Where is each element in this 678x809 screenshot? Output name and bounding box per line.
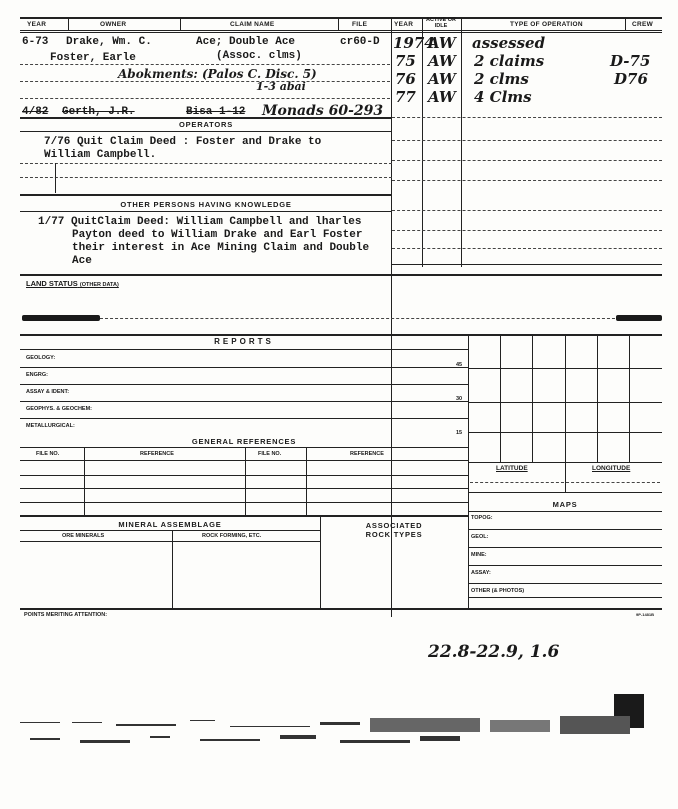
reports-title: REPORTS bbox=[214, 337, 274, 346]
reports-row-line bbox=[20, 418, 468, 419]
operators-title: OPERATORS bbox=[178, 120, 233, 129]
reports-row-line bbox=[20, 401, 468, 402]
ref-col bbox=[245, 447, 246, 515]
references-title: GENERAL REFERENCES bbox=[191, 437, 297, 446]
op-r3-crew: D76 bbox=[614, 70, 648, 88]
op-row-line bbox=[392, 180, 662, 181]
references-header-rule bbox=[20, 460, 468, 461]
owner-row4-year: 4/82 bbox=[22, 106, 49, 118]
ref-row-line bbox=[20, 488, 468, 489]
mineral-title-rule bbox=[20, 530, 320, 531]
maps-assay: ASSAY: bbox=[471, 570, 491, 576]
grid-line bbox=[468, 462, 662, 463]
maps-row-line bbox=[468, 529, 662, 530]
owner-row4-name: Gerth, J.R. bbox=[62, 106, 135, 118]
owner-row3-handwritten: Abokments: (Palos C. Disc. 5) bbox=[118, 67, 317, 81]
op-r4-year: 77 bbox=[395, 88, 416, 106]
op-row-line bbox=[392, 160, 662, 161]
crew-divider bbox=[625, 17, 626, 31]
op-row-line bbox=[392, 117, 662, 118]
mineral-ore-header: ORE MINERALS bbox=[62, 533, 105, 539]
hdr-sep bbox=[338, 17, 339, 31]
ref-file-no-2: FILE NO. bbox=[258, 451, 282, 457]
references-bottom-rule bbox=[20, 515, 468, 517]
land-status-label bbox=[26, 279, 119, 288]
land-status-sub: (OTHER DATA) bbox=[79, 282, 119, 288]
mineral-rock-header: ROCK FORMING, ETC. bbox=[202, 533, 262, 539]
op-r3-active: AW bbox=[428, 70, 456, 88]
ref-col bbox=[84, 447, 85, 515]
operators-title-rule bbox=[20, 131, 392, 132]
maps-topog: TOPOG: bbox=[471, 515, 493, 521]
mineral-col bbox=[172, 530, 173, 608]
scan-noise-band bbox=[20, 716, 670, 750]
others-line-2: Payton deed to William Drake and Earl Foster bbox=[72, 229, 363, 241]
reports-assay: ASSAY & IDENT: bbox=[26, 389, 70, 395]
operators-row-line bbox=[20, 177, 392, 178]
col-crew-header: CREW bbox=[632, 21, 654, 28]
reports-geology: GEOLOGY: bbox=[26, 355, 56, 361]
others-top-rule bbox=[20, 194, 392, 196]
land-status-dashed bbox=[100, 318, 620, 319]
reports-metallurgical: METALLURGICAL: bbox=[26, 423, 75, 429]
assoc-title-2: ROCK TYPES bbox=[365, 530, 423, 539]
ref-row-line bbox=[20, 475, 468, 476]
grid-line bbox=[468, 368, 662, 369]
op-row-line bbox=[392, 140, 662, 141]
header-top-rule bbox=[20, 17, 662, 19]
operators-col bbox=[55, 163, 56, 193]
others-line-4: Ace bbox=[72, 255, 92, 267]
reports-45: 45 bbox=[456, 362, 463, 368]
col-year2-header: YEAR bbox=[394, 21, 414, 28]
op-row-line bbox=[392, 230, 662, 231]
operators-row-line bbox=[20, 163, 392, 164]
footer-rule bbox=[20, 608, 662, 610]
maps-row-line bbox=[468, 565, 662, 566]
maps-title: MAPS bbox=[552, 500, 578, 509]
others-bottom-rule bbox=[20, 274, 662, 276]
reports-row-line bbox=[20, 367, 468, 368]
grid-line bbox=[565, 334, 566, 492]
maps-top-rule bbox=[468, 492, 662, 493]
header-bottom-rule bbox=[20, 30, 662, 31]
maps-row-line bbox=[468, 583, 662, 584]
owner-row4-handwritten: Monads 60-293 bbox=[262, 103, 384, 119]
ref-file-no-1: FILE NO. bbox=[36, 451, 60, 457]
others-title: OTHER PERSONS HAVING KNOWLEDGE bbox=[120, 200, 292, 209]
owner-row-line bbox=[20, 98, 390, 99]
maps-title-rule bbox=[468, 511, 662, 512]
reports-engrg: ENGRG: bbox=[26, 372, 48, 378]
col-year-header: YEAR bbox=[27, 21, 47, 28]
points-meriting-label: POINTS MERITING ATTENTION: bbox=[24, 612, 108, 618]
owner-row-line bbox=[20, 81, 390, 82]
op-r2-active: AW bbox=[428, 52, 456, 70]
owner-row1-year: 6-73 bbox=[22, 36, 49, 48]
grid-line bbox=[532, 334, 533, 462]
others-line-1: 1/77 QuitClaim Deed: William Campbell and lharles bbox=[38, 216, 362, 228]
op-r4-type: 4 Clms bbox=[474, 88, 532, 106]
col-claim-header: CLAIM NAME bbox=[230, 21, 275, 28]
op-r2-year: 75 bbox=[395, 52, 416, 70]
col-owner-header: OWNER bbox=[100, 21, 127, 28]
col-file-header: FILE bbox=[352, 21, 368, 28]
op-r1-active: AW bbox=[428, 34, 456, 52]
others-line-3: their interest in Ace Mining Claim and Double bbox=[72, 242, 370, 254]
ref-row-line bbox=[20, 502, 468, 503]
land-status-mark-left bbox=[22, 315, 100, 321]
mineral-header-rule bbox=[20, 541, 320, 542]
op-r2-type: 2 claims bbox=[474, 52, 545, 70]
owner-row1-claim: Ace; Double Ace bbox=[196, 36, 296, 48]
reports-row-line bbox=[20, 384, 468, 385]
operators-entry: 7/76 Quit Claim Deed : Foster and Drake to bbox=[44, 136, 322, 148]
land-status-title: LAND STATUS bbox=[26, 279, 78, 288]
op-r4-active: AW bbox=[428, 88, 456, 106]
reports-title-rule bbox=[20, 349, 468, 350]
hdr-sep bbox=[180, 17, 181, 31]
op-r1-year: 1974 bbox=[393, 34, 435, 52]
grid-left-border bbox=[468, 334, 469, 609]
op-r3-year: 76 bbox=[395, 70, 416, 88]
owner-row1-file: cr60-D bbox=[340, 36, 380, 48]
latitude-label: LATITUDE bbox=[496, 465, 528, 472]
mineral-title: MINERAL ASSEMBLAGE bbox=[118, 520, 222, 529]
operators-top-rule bbox=[20, 117, 392, 119]
operators-entry-2: William Campbell. bbox=[44, 149, 157, 161]
reports-15: 15 bbox=[456, 430, 463, 436]
op-row-line bbox=[392, 210, 662, 211]
op-bottom-line bbox=[392, 264, 662, 265]
maps-row-line bbox=[468, 547, 662, 548]
op-r1-type: assessed bbox=[472, 34, 546, 52]
assoc-rock-title bbox=[320, 521, 468, 539]
reports-30: 30 bbox=[456, 396, 463, 402]
col-active-header: ACTIVE OR IDLE bbox=[426, 17, 456, 29]
latlong-line bbox=[470, 482, 660, 483]
grid-line bbox=[468, 432, 662, 433]
footer-handwritten-note: 22.8-22.9, 1.6 bbox=[428, 642, 560, 662]
col-type-header: TYPE OF OPERATION bbox=[510, 21, 583, 28]
land-status-mark-right bbox=[616, 315, 662, 321]
grid-line bbox=[629, 334, 630, 462]
owner-row2-name: Foster, Earle bbox=[50, 52, 136, 64]
references-title-rule bbox=[20, 447, 468, 448]
op-r3-type: 2 clms bbox=[474, 70, 529, 88]
owner-row-line bbox=[20, 64, 390, 65]
assoc-title-1: ASSOCIATED bbox=[365, 521, 423, 530]
ref-col bbox=[306, 447, 307, 515]
form-number: 9P-1481B bbox=[636, 612, 655, 617]
grid-line bbox=[500, 334, 501, 462]
maps-row-line bbox=[468, 597, 662, 598]
op-r2-crew: D-75 bbox=[610, 52, 651, 70]
maps-geol: GEOL: bbox=[471, 534, 489, 540]
header-bottom-rule-2 bbox=[20, 32, 662, 33]
maps-other: OTHER (& PHOTOS) bbox=[471, 588, 525, 594]
ref-reference-2: REFERENCE bbox=[350, 451, 384, 457]
hdr-sep bbox=[68, 17, 69, 31]
reports-geophys: GEOPHYS. & GEOCHEM: bbox=[26, 406, 93, 412]
ref-reference-1: REFERENCE bbox=[140, 451, 174, 457]
maps-mine: MINE: bbox=[471, 552, 487, 558]
op-row-line bbox=[392, 248, 662, 249]
grid-line bbox=[597, 334, 598, 462]
longitude-label: LONGITUDE bbox=[592, 465, 631, 472]
owner-row3b-handwritten: 1-3 abai bbox=[256, 80, 306, 93]
owner-row1-name: Drake, Wm. C. bbox=[66, 36, 152, 48]
owner-row2-claim: (Assoc. clms) bbox=[216, 50, 302, 62]
owner-row4-claim: Bisa 1-12 bbox=[186, 106, 246, 118]
others-title-rule bbox=[20, 211, 392, 212]
grid-line bbox=[468, 402, 662, 403]
